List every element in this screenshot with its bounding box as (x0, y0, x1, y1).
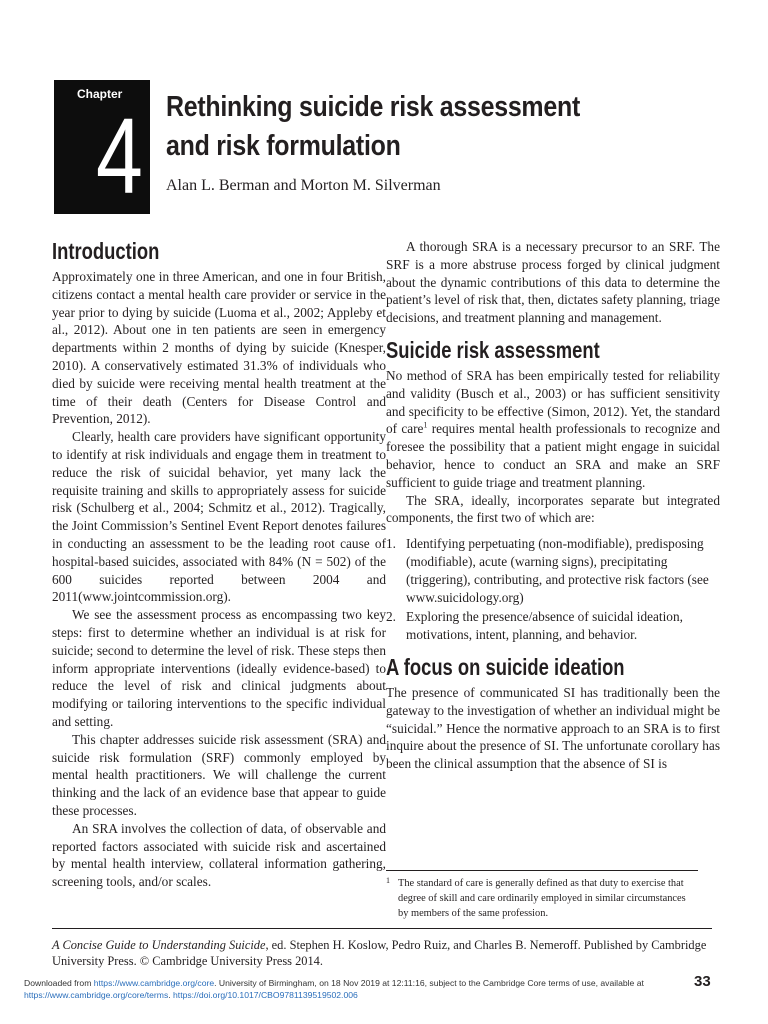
chapter-label: Chapter (77, 87, 123, 101)
download-sep: . (168, 990, 174, 1000)
chapter-title-line-1: Rethinking suicide risk assessment (166, 91, 580, 123)
sra-paragraph-1 (386, 367, 720, 492)
download-notice (24, 977, 724, 1001)
intro-paragraph-3: We see the assessment process as encompassing two key steps: first to determine whether an individual is at risk for suicide; second to determine the level of risk. These steps then inform appropriate interventions (ideally evidence-based) to reduce the level of risk and clinical judgments about modifying or tailoring interventions to the specific individual and setting. (52, 607, 386, 729)
introduction-heading: Introduction (52, 238, 160, 264)
chapter-number: 4 (96, 95, 143, 216)
footnote (386, 870, 698, 921)
srf-paragraph: A thorough SRA is a necessary precursor to an SRF. The SRF is a more abstruse process forged by clinical judgment about the dynamic contributions of this data to determine the patient’s level of risk that, then, dictates safety planning, triage decisions, and treatment planning and management. (386, 239, 720, 326)
chapter-title (166, 88, 580, 166)
source-citation (52, 928, 712, 969)
list-item (386, 535, 720, 606)
core-link[interactable]: https://www.cambridge.org/core (93, 978, 215, 988)
list-item-text: Exploring the presence/absence of suicidal ideation, motivations, intent, planning, and behavior. (406, 609, 683, 643)
list-item-number: 1. (386, 536, 396, 552)
chapter-title-line-2: and risk formulation (166, 130, 401, 162)
page-number: 33 (694, 973, 711, 990)
list-item-number: 2. (386, 609, 396, 625)
download-prefix: Downloaded from (24, 978, 94, 988)
authors: Alan L. Berman and Morton M. Silverman (166, 177, 441, 194)
intro-paragraph-1: Approximately one in three American, and one in four British, citizens contact a mental health care provider or service in the year prior to dying by suicide (Luoma et al., 2002; Appleby et al., 2012). About one in ten patients are seen in emergency departments within 2 months of dying by suicide (Knesper, 2010). A conservatively estimated 31.3% of individuals who died by suicide were receiving mental health treatment at the time of their death (Centers for Disease Control and Prevention, 2012). (52, 269, 386, 427)
footnote-text: The standard of care is generally defined as that duty to exercise that degree of skill and care ordinarily employed in similar circumstances by members of the same profession. (398, 878, 686, 919)
ideation-heading: A focus on suicide ideation (386, 653, 625, 680)
intro-paragraph-2: Clearly, health care providers have significant opportunity to identify at risk individuals and engage them in treatment to reduce the risk of suicidal behavior, yet many lack the requisite training and skills to appropriately assess for suicide risk (Schulberg et al., 2004; Schmitz et al., 2012). Tragically, the Joint Commission’s Sentinel Event Report denotes failures in conducting an assessment to be the leading root cause of hospital-based suicides, associated with 84% (N = 502) of the 600 suicides reported between 2004 and 2011(www.jointcommission.org). (52, 429, 386, 605)
list-item (386, 608, 720, 644)
sra-paragraph-1-text-b: requires mental health professionals to recognize and foresee the possibility that a patient might engage in suicidal behavior, hence to conduct an SRA and make an SRF sufficient to guide triage and treatment planning. (386, 421, 720, 490)
sra-paragraph-1-text-a: No method of SRA has been empirically tested for reliability and validity (Busch et al., 2003) or has sufficient sensitivity and specificity to be effective (Simon, 2012). Yet, the standard of care (386, 367, 720, 437)
sra-heading: Suicide risk assessment (386, 336, 600, 363)
terms-link[interactable]: https://www.cambridge.org/core/terms (24, 990, 169, 1000)
download-middle: . University of Birmingham, on 18 Nov 2019 at 12:11:16, subject to the Cambridge Core terms of use, available at (214, 978, 644, 988)
left-column (52, 238, 386, 891)
sra-paragraph-2: The SRA, ideally, incorporates separate but integrated components, the first two of which are: (386, 492, 720, 526)
footnote-ref: 1 (423, 420, 428, 430)
ideation-paragraph: The presence of communicated SI has traditionally been the gateway to the investigation of whether an individual might be “suicidal.” Hence the normative approach to an SRA is to first inquire about the presence of SI. The unfortunate corollary has been the clinical assumption that the absence of SI is (386, 684, 720, 772)
doi-link[interactable]: https://doi.org/10.1017/CBO9781139519502.006 (173, 990, 358, 1000)
right-column (386, 238, 720, 773)
intro-paragraph-5: An SRA involves the collection of data, of observable and reported factors associated with suicide risk and ascertained by mental health interview, collateral information gathering, screening tools, and/or scales. (52, 820, 386, 890)
source-details: , ed. Stephen H. Koslow, Pedro Ruiz, and Charles B. Nemeroff. Published by Cambridge University Press. © Cambridge University Press 2014. (52, 938, 707, 968)
source-book-title: A Concise Guide to Understanding Suicide (52, 938, 266, 952)
list-item-text: Identifying perpetuating (non-modifiable), predisposing (modifiable), acute (warning signs), precipitating (triggering), contributing, and protective risk factors (see www.suicidology.org) (406, 536, 709, 605)
intro-paragraph-4: This chapter addresses suicide risk assessment (SRA) and suicide risk formulation (SRF) commonly employed by mental health practitioners. We will challenge the current thinking and the lack of an evidence base that appear to guide these processes. (52, 731, 386, 818)
footnote-mark: 1 (386, 876, 390, 885)
sra-components-list (386, 535, 720, 644)
